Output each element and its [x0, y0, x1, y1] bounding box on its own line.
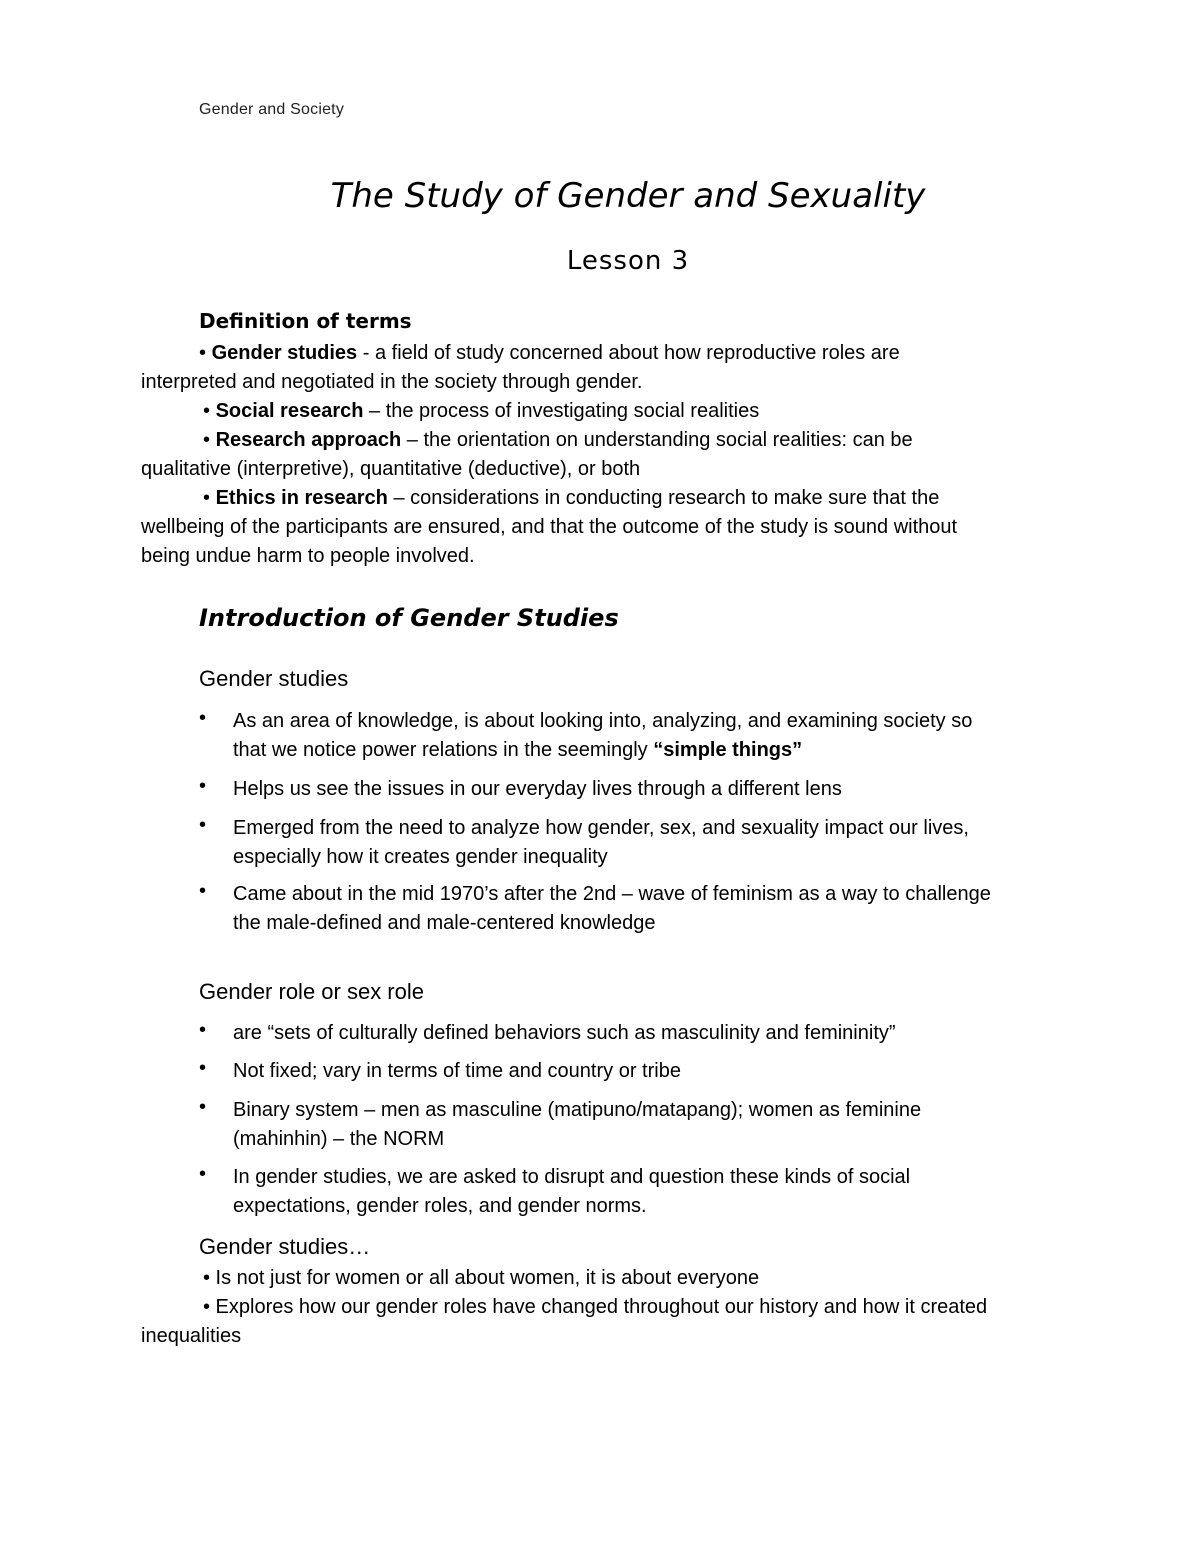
gender-role-heading: Gender role or sex role — [199, 979, 424, 1004]
list-item: Emerged from the need to analyze how gender, sex, and sexuality impact our lives, — [233, 817, 969, 839]
bullet-marker: • — [199, 707, 207, 729]
definition-gender-studies — [199, 339, 900, 368]
list-item-cont: inequalities — [141, 1325, 242, 1347]
bullet-marker: • — [199, 880, 207, 902]
list-item: are “sets of culturally defined behaviors such as masculinity and femininity” — [233, 1022, 896, 1044]
emphasis-text: “simple things” — [653, 739, 803, 761]
list-item-cont: expectations, gender roles, and gender norms. — [233, 1195, 647, 1217]
bullet-marker: • — [199, 342, 207, 364]
definition-gender-studies-cont: interpreted and negotiated in the society through gender. — [141, 371, 643, 393]
running-header: Gender and Society — [199, 101, 345, 118]
definition-ethics — [203, 484, 939, 513]
bullet-marker: • — [199, 1019, 207, 1041]
list-item-cont: (mahinhin) – the NORM — [233, 1128, 445, 1150]
intro-heading: Introduction of Gender Studies — [199, 604, 619, 632]
bullet-marker: • — [199, 1163, 207, 1185]
list-item: As an area of knowledge, is about looking into, analyzing, and examining society so — [233, 710, 973, 732]
definition-text: – the orientation on understanding social realities: can be — [401, 429, 913, 451]
lesson-label: Lesson 3 — [566, 246, 690, 276]
definition-ethics-cont: wellbeing of the participants are ensured, and that the outcome of the study is sound without — [141, 516, 958, 538]
list-item: Helps us see the issues in our everyday lives through a different lens — [233, 778, 842, 800]
bullet-marker: • — [199, 1096, 207, 1118]
definition-ethics-cont2: being undue harm to people involved. — [141, 545, 475, 567]
document-title: The Study of Gender and Sexuality — [330, 176, 926, 216]
list-item: Came about in the mid 1970’s after the 2nd – wave of feminism as a way to challenge — [233, 883, 991, 905]
definition-term: Research approach — [215, 429, 402, 451]
definition-text: – the process of investigating social realities — [363, 400, 760, 422]
definitions-heading: Definition of terms — [199, 309, 412, 333]
bullet-marker: • — [203, 487, 211, 509]
definition-text: – considerations in conducting research to make sure that the — [387, 487, 940, 509]
definition-term: Gender studies — [211, 342, 358, 364]
list-item: • Is not just for women or all about women, it is about everyone — [203, 1267, 760, 1289]
list-item: • Explores how our gender roles have changed throughout our history and how it created — [203, 1296, 988, 1318]
definition-social-research — [203, 397, 759, 426]
definition-research-approach — [203, 426, 913, 455]
definition-text: - a field of study concerned about how reproductive roles are — [357, 342, 900, 364]
list-item: Binary system – men as masculine (matipuno/matapang); women as feminine — [233, 1099, 922, 1121]
gender-studies-heading: Gender studies — [199, 666, 349, 691]
list-item: Not fixed; vary in terms of time and country or tribe — [233, 1060, 681, 1082]
definition-term: Social research — [215, 400, 364, 422]
bullet-marker: • — [199, 814, 207, 836]
bullet-marker: • — [199, 775, 207, 797]
definition-research-approach-cont: qualitative (interpretive), quantitative (deductive), or both — [141, 458, 641, 480]
bullet-marker: • — [203, 429, 211, 451]
list-item: In gender studies, we are asked to disrupt and question these kinds of social — [233, 1166, 911, 1188]
list-item-cont — [233, 736, 802, 765]
bullet-marker: • — [199, 1057, 207, 1079]
list-item-cont: especially how it creates gender inequality — [233, 846, 608, 868]
bullet-marker: • — [203, 400, 211, 422]
list-item-text: that we notice power relations in the seemingly — [233, 739, 654, 761]
gender-studies-more-heading: Gender studies… — [199, 1234, 371, 1259]
definition-term: Ethics in research — [215, 487, 388, 509]
list-item-cont: the male-defined and male-centered knowledge — [233, 912, 656, 934]
